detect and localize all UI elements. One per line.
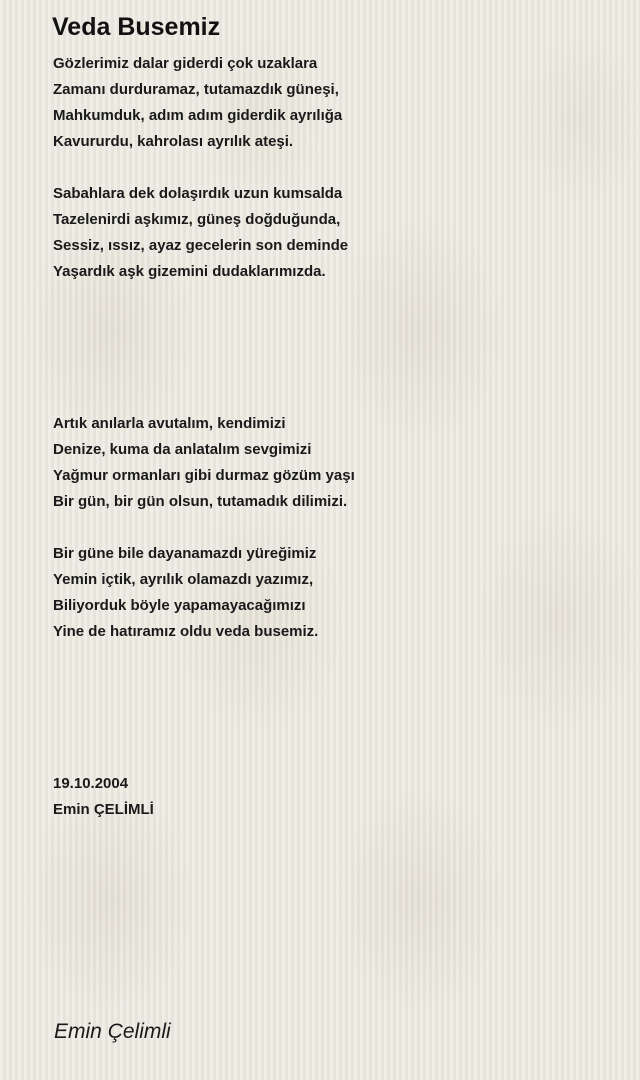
poem-line: Bir gün, bir gün olsun, tutamadık dilimizi. bbox=[53, 493, 348, 510]
poem-line: Sessiz, ıssız, ayaz gecelerin son deminde bbox=[53, 237, 349, 254]
poem-line: Yine de hatıramız oldu veda busemiz. bbox=[53, 623, 319, 640]
poem-date: 19.10.2004 bbox=[53, 775, 129, 792]
poem-line: Tazelenirdi aşkımız, güneş doğduğunda, bbox=[53, 211, 341, 228]
poem-line: Sabahlara dek dolaşırdık uzun kumsalda bbox=[53, 185, 343, 202]
poem-line: Artık anılarla avutalım, kendimizi bbox=[53, 415, 286, 432]
poem-line: Zamanı durduramaz, tutamazdık güneşi, bbox=[53, 81, 339, 98]
poem-author: Emin ÇELİMLİ bbox=[53, 801, 154, 818]
poem-line: Kavururdu, kahrolası ayrılık ateşi. bbox=[53, 133, 294, 150]
poem-line: Gözlerimiz dalar giderdi çok uzaklara bbox=[53, 55, 318, 72]
stanza-2 bbox=[53, 181, 348, 285]
stanza-1 bbox=[53, 51, 342, 155]
poem-line: Biliyorduk böyle yapamayacağımızı bbox=[53, 597, 306, 614]
stanza-4 bbox=[53, 541, 318, 645]
poem-footer bbox=[53, 771, 154, 823]
poem-line: Bir güne bile dayanamazdı yüreğimiz bbox=[53, 545, 317, 562]
poem-line: Yağmur ormanları gibi durmaz gözüm yaşı bbox=[53, 467, 355, 484]
poem-line: Denize, kuma da anlatalım sevgimizi bbox=[53, 441, 312, 458]
author-signature: Emin Çelimli bbox=[54, 1020, 171, 1043]
poem-line: Mahkumduk, adım adım giderdik ayrılığa bbox=[53, 107, 343, 124]
poem-line: Yemin içtik, ayrılık olamazdı yazımız, bbox=[53, 571, 314, 588]
poem-line: Yaşardık aşk gizemini dudaklarımızda. bbox=[53, 263, 326, 280]
poem-title: Veda Busemiz bbox=[52, 13, 221, 41]
stanza-3 bbox=[53, 411, 355, 515]
